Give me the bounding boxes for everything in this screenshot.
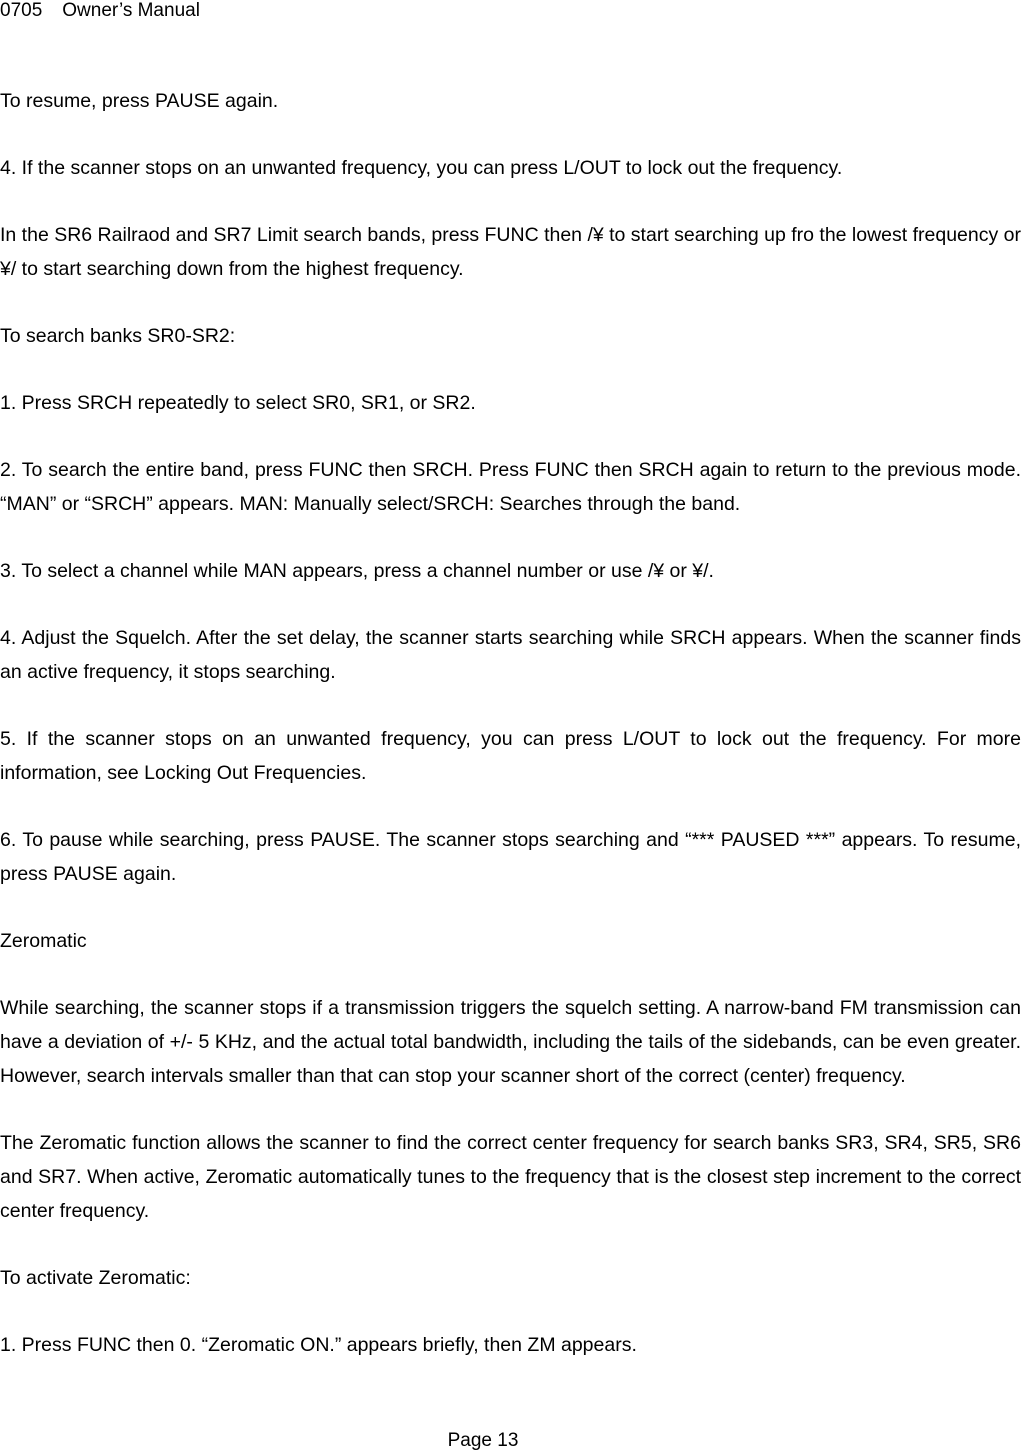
paragraph-search-banks-heading: To search banks SR0-SR2: — [0, 325, 236, 347]
paragraph-step-4-squelch: 4. Adjust the Squelch. After the set delay, the scanner starts searching while SRCH appears. When the scanner finds an active frequency, it stops searching. — [0, 627, 1021, 683]
page-header — [0, 0, 200, 22]
paragraph-step-1-select-bank: 1. Press SRCH repeatedly to select SR0, SR1, or SR2. — [0, 392, 476, 414]
paragraph-step-3-select-channel: 3. To select a channel while MAN appears, press a channel number or use /¥ or ¥/. — [0, 560, 714, 582]
section-heading-zeromatic: Zeromatic — [0, 930, 87, 952]
document-number: 0705 — [0, 0, 43, 21]
paragraph-step-5-lockout: 5. If the scanner stops on an unwanted frequency, you can press L/OUT to lock out the frequency. For more information, see Locking Out Frequencies. — [0, 728, 1021, 784]
document-title: Owner’s Manual — [62, 0, 200, 21]
paragraph-step-4-lockout: 4. If the scanner stops on an unwanted frequency, you can press L/OUT to lock out the frequency. — [0, 157, 843, 179]
paragraph-zeromatic-intro: While searching, the scanner stops if a transmission triggers the squelch setting. A narrow-band FM transmission can have a deviation of +/- 5 KHz, and the actual total bandwidth, including the tails of the sidebands, can be even greater. However, search intervals smaller than that can stop your scanner short of the correct (center) frequency. — [0, 997, 1021, 1087]
page-body — [0, 84, 1021, 1362]
paragraph-zeromatic-function: The Zeromatic function allows the scanner to find the correct center frequency for search banks SR3, SR4, SR5, SR6 and SR7. When active, Zeromatic automatically tunes to the frequency that is the closest step increment to the correct center frequency. — [0, 1132, 1021, 1222]
paragraph-step-6-pause: 6. To pause while searching, press PAUSE. The scanner stops searching and “*** PAUSED ***” appears. To resume, press PAUSE again. — [0, 829, 1021, 885]
page-number: Page 13 — [447, 1430, 519, 1451]
paragraph-resume-pause: To resume, press PAUSE again. — [0, 90, 279, 112]
paragraph-step-1-zeromatic-on: 1. Press FUNC then 0. “Zeromatic ON.” appears briefly, then ZM appears. — [0, 1334, 637, 1356]
paragraph-activate-zeromatic: To activate Zeromatic: — [0, 1267, 191, 1289]
paragraph-sr6-sr7-search: In the SR6 Railraod and SR7 Limit search bands, press FUNC then /¥ to start searching up fro the lowest frequency or ¥/ to start searching down from the highest frequency. — [0, 224, 1022, 280]
paragraph-step-2-search-band: 2. To search the entire band, press FUNC then SRCH. Press FUNC then SRCH again to return to the previous mode. “MAN” or “SRCH” appears. MAN: Manually select/SRCH: Searches through the band. — [0, 459, 1021, 515]
